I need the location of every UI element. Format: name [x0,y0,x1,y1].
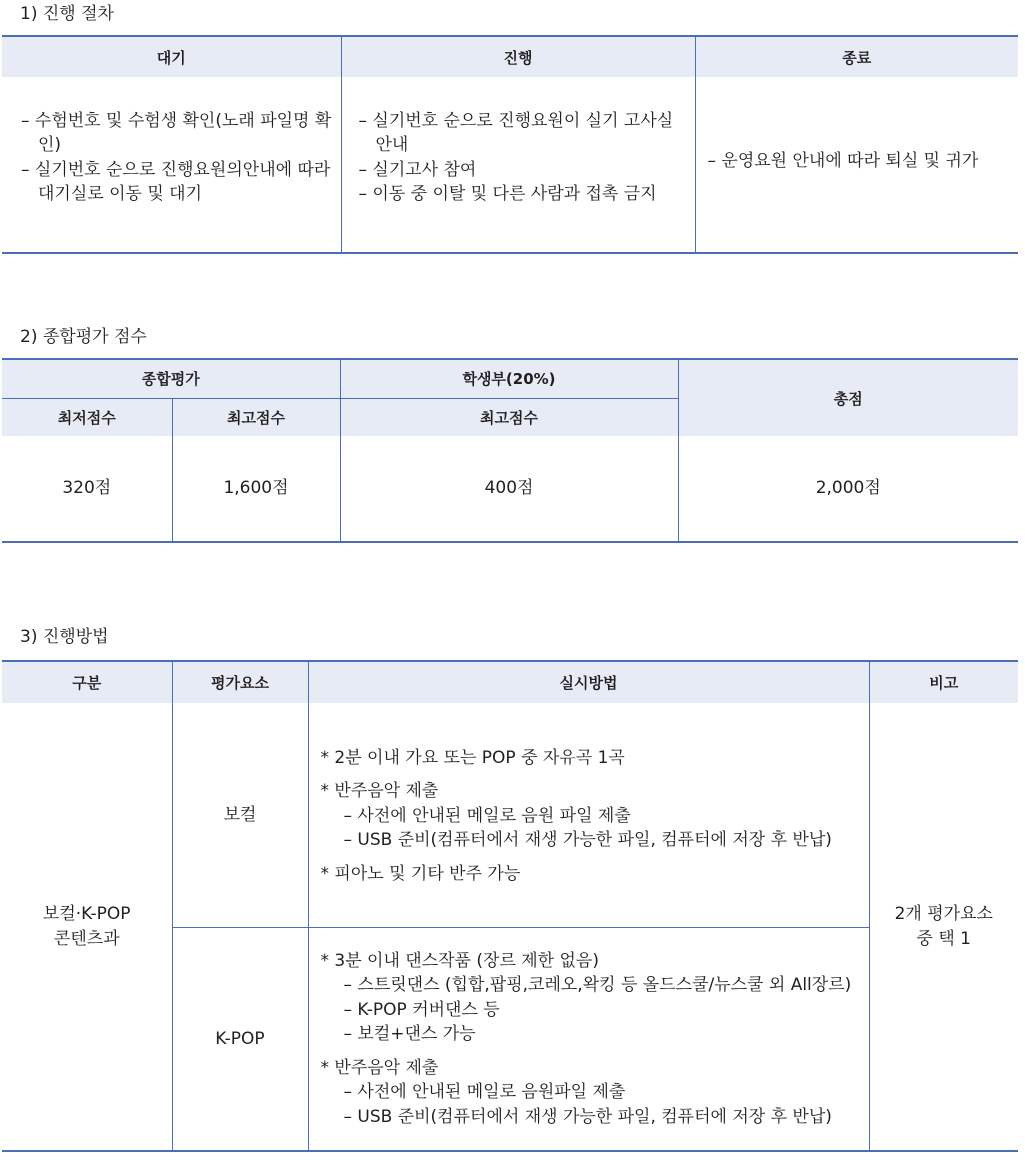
header-school-max-score: 최고점수 [340,398,678,436]
section1-title: 1) 진행 절차 [20,4,114,24]
method-sub: – 사전에 안내된 메일로 음원 파일 제출 [343,805,631,826]
score-table [2,358,1018,543]
method-sub: – USB 준비(컴퓨터에서 재생 가능한 파일, 컴퓨터에 저장 후 반납) [343,1106,832,1127]
note-cell [869,703,1018,1151]
header-min-score: 최저점수 [2,398,172,436]
header-school-record: 학생부(20%) [340,359,678,398]
method-sub: – USB 준비(컴퓨터에서 재생 가능한 파일, 컴퓨터에 저장 후 반납) [343,830,832,850]
method-group [321,1056,861,1130]
header-method: 실시방법 [308,661,869,703]
element-kpop: K-POP [172,927,308,1151]
header-comprehensive: 종합평가 [2,359,340,398]
method-table [2,660,1018,1152]
method-group [321,862,861,887]
list-item: – 수험번호 및 수험생 확인(노래 파일명 확인) [21,110,332,155]
section3-title: 3) 진행방법 [20,627,109,647]
method-sub: – 사전에 안내된 메일로 음원파일 제출 [343,1082,626,1102]
list-item: – 운영요원 안내에 따라 퇴실 및 귀가 [707,151,979,172]
vocal-method-cell [308,703,869,927]
method-head: * 3분 이내 댄스작품 (장르 제한 없음) [320,950,599,971]
procedure-table [2,35,1018,254]
note-line: 2개 평가요소 [894,904,993,924]
element-vocal: 보컬 [172,703,308,927]
section2-title: 2) 종합평가 점수 [20,327,147,347]
category-line: 콘텐츠과 [53,928,120,949]
header-category: 구분 [2,661,172,703]
header-end: 종료 [695,36,1018,77]
header-progress: 진행 [341,36,695,77]
waiting-cell [2,77,341,253]
method-group [321,779,861,853]
header-element: 평가요소 [172,661,308,703]
method-head: * 피아노 및 기타 반주 가능 [320,863,521,884]
header-note: 비고 [869,661,1018,703]
max-score-value: 1,600점 [172,436,340,542]
header-waiting: 대기 [2,36,341,77]
note-line: 중 택 1 [916,928,971,949]
header-total: 총점 [678,359,1018,436]
method-sub: – K-POP 커버댄스 등 [343,999,500,1020]
category-cell [2,703,172,1151]
method-sub: – 보컬+댄스 가능 [343,1024,476,1044]
method-head: * 반주음악 제출 [320,781,439,801]
list-item: – 실기고사 참여 [358,159,477,180]
method-group [321,949,861,1047]
list-item: – 실기번호 순으로 진행요원의안내에 따라 대기실로 이동 및 대기 [21,159,331,204]
method-head: * 2분 이내 가요 또는 POP 중 자유곡 1곡 [320,747,625,768]
kpop-method-cell [308,927,869,1151]
list-item: – 실기번호 순으로 진행요원이 실기 고사실 안내 [358,110,674,155]
school-max-score-value: 400점 [340,436,678,542]
method-group [321,746,861,771]
list-item: – 이동 중 이탈 및 다른 사람과 접촉 금지 [358,184,657,204]
method-sub: – 스트릿댄스 (힙합,팝핑,코레오,왁킹 등 올드스쿨/뉴스쿨 외 All장르) [343,975,852,995]
end-cell [695,77,1018,253]
header-max-score: 최고점수 [172,398,340,436]
total-score-value: 2,000점 [678,436,1018,542]
method-head: * 반주음악 제출 [320,1057,439,1078]
progress-cell [341,77,695,253]
category-line: 보컬·K-POP [42,904,131,924]
min-score-value: 320점 [62,478,112,499]
